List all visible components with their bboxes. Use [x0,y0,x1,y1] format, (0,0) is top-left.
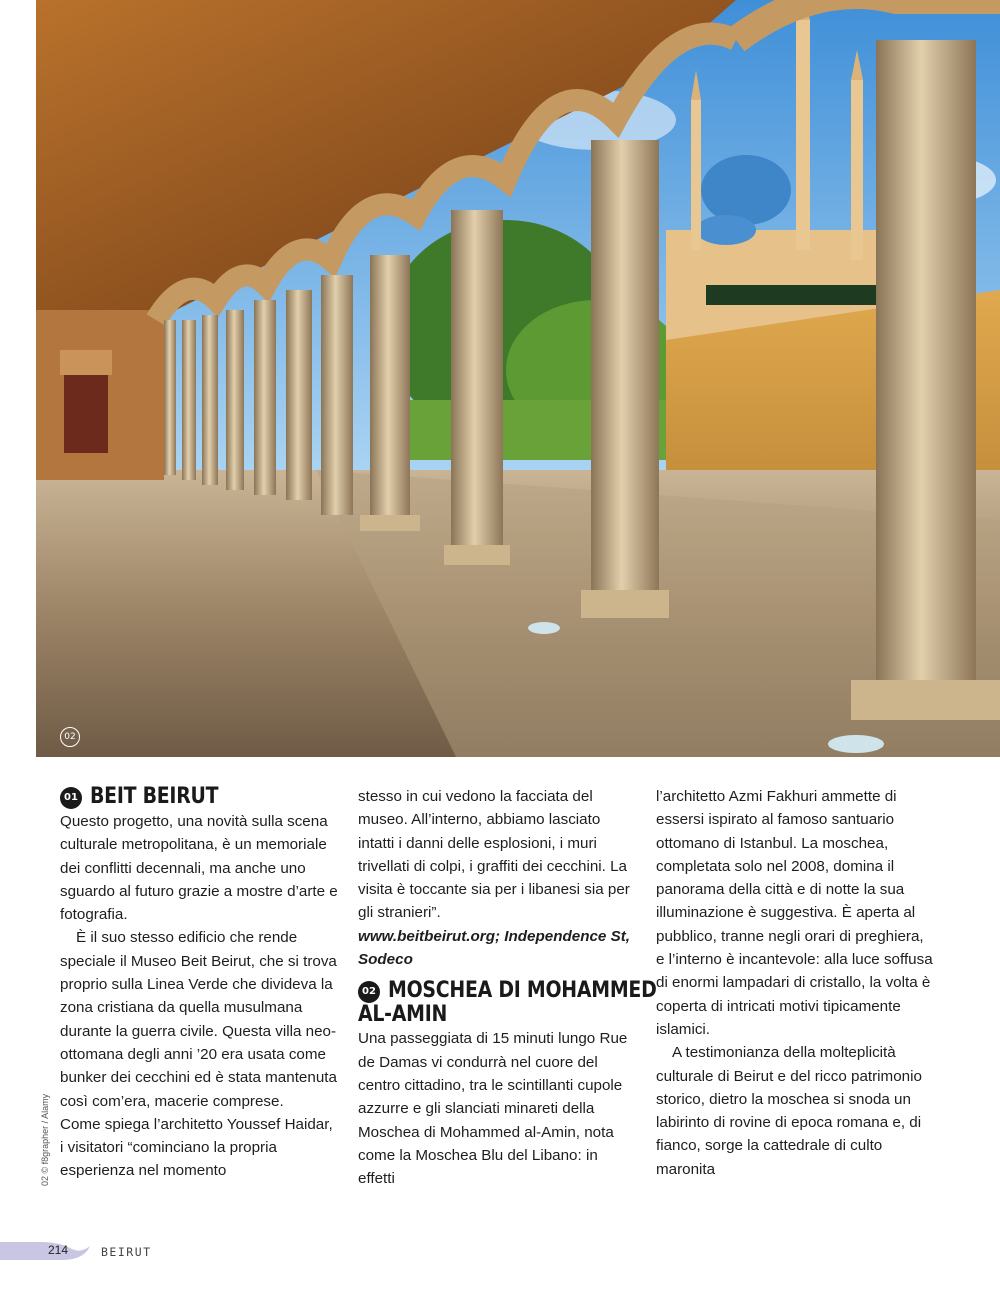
paragraph: Come spiega l’architetto Youssef Haidar, i visitatori “cominciano la propria esperienza nel momento [60,1115,333,1180]
text-column-3 [656,785,936,1181]
photo-credit: 02 © f8grapher / Alamy [40,1093,50,1186]
text-column-1 [60,785,340,1183]
section-number-badge: 01 [60,787,82,809]
page-tab-shape [0,1238,90,1262]
paragraph: Una passeggiata di 15 minuti lungo Rue de Damas vi condurrà nel cuore del centro cittadino, tra le scintillanti cupole azzurre e gli slanciati minareti della Moschea di Mohammed al-Amin, nota come la Moschea Blu del Libano: in effetti [358,1030,628,1188]
page-number: 214 [48,1243,69,1257]
paragraph: l’architetto Azmi Fakhuri ammette di essersi ispirato al famoso santuario ottomano di Istanbul. La moschea, completata solo nel 2008, domina il panorama della città e di notte la sua illuminazione è suggestiva. È aperta al pubblico, tranne negli orari di preghiera, e l’interno è incantevole: alla luce soffusa di enormi lampadari di cristallo, la volta è coperta di intricati motivi tipicamente islamici. [656,788,933,1038]
paragraph: Questo progetto, una novità sulla scena culturale metropolitana, è un memoriale dei conflitti decennali, ma anche uno sguardo al futuro grazie a mostre d’arte e fotografia. [60,813,338,924]
photo-number-badge: 02 [60,727,80,747]
section-heading-01 [60,785,340,809]
colonnade-mosque-illustration [36,0,1000,757]
paragraph: stesso in cui vedono la facciata del museo. All’interno, abbiamo lasciato intatti i danni delle esplosioni, i muri trivellati di colpi, i graffiti dei cecchini. La visita è toccante sia per i libanesi sia per gli stranieri”. [358,788,630,922]
section-number-badge: 02 [358,981,380,1003]
section-title: BEIT BEIRUT [90,784,219,809]
paragraph: A testimonianza della molteplicità culturale di Beirut e del ricco patrimonio storico, dietro la moschea si snoda un labirinto di rovine di epoca romana e, di fianco, sorge la cattedrale di culto maronita [656,1044,922,1178]
paragraph: È il suo stesso edificio che rende speciale il Museo Beit Beirut, che si trova proprio sulla Linea Verde che divideva la zona cristiana da quella musulmana durante la guerra civile. Questa villa neo-ottomana degli anni ’20 era usata come bunker dei cecchini ed è stata mantenuta così com’era, macerie comprese. [60,929,337,1110]
section-title: MOSCHEA DI MOHAMMED [388,978,657,1004]
running-head: BEIRUT [101,1245,152,1259]
section-heading-02 [358,978,657,1004]
text-column-2 [358,785,657,1190]
hero-photo [36,0,1000,757]
venue-info: www.beitbeirut.org; Independence St, Sodeco [358,927,630,969]
section-title-continued: AL-AMIN [358,1002,448,1028]
